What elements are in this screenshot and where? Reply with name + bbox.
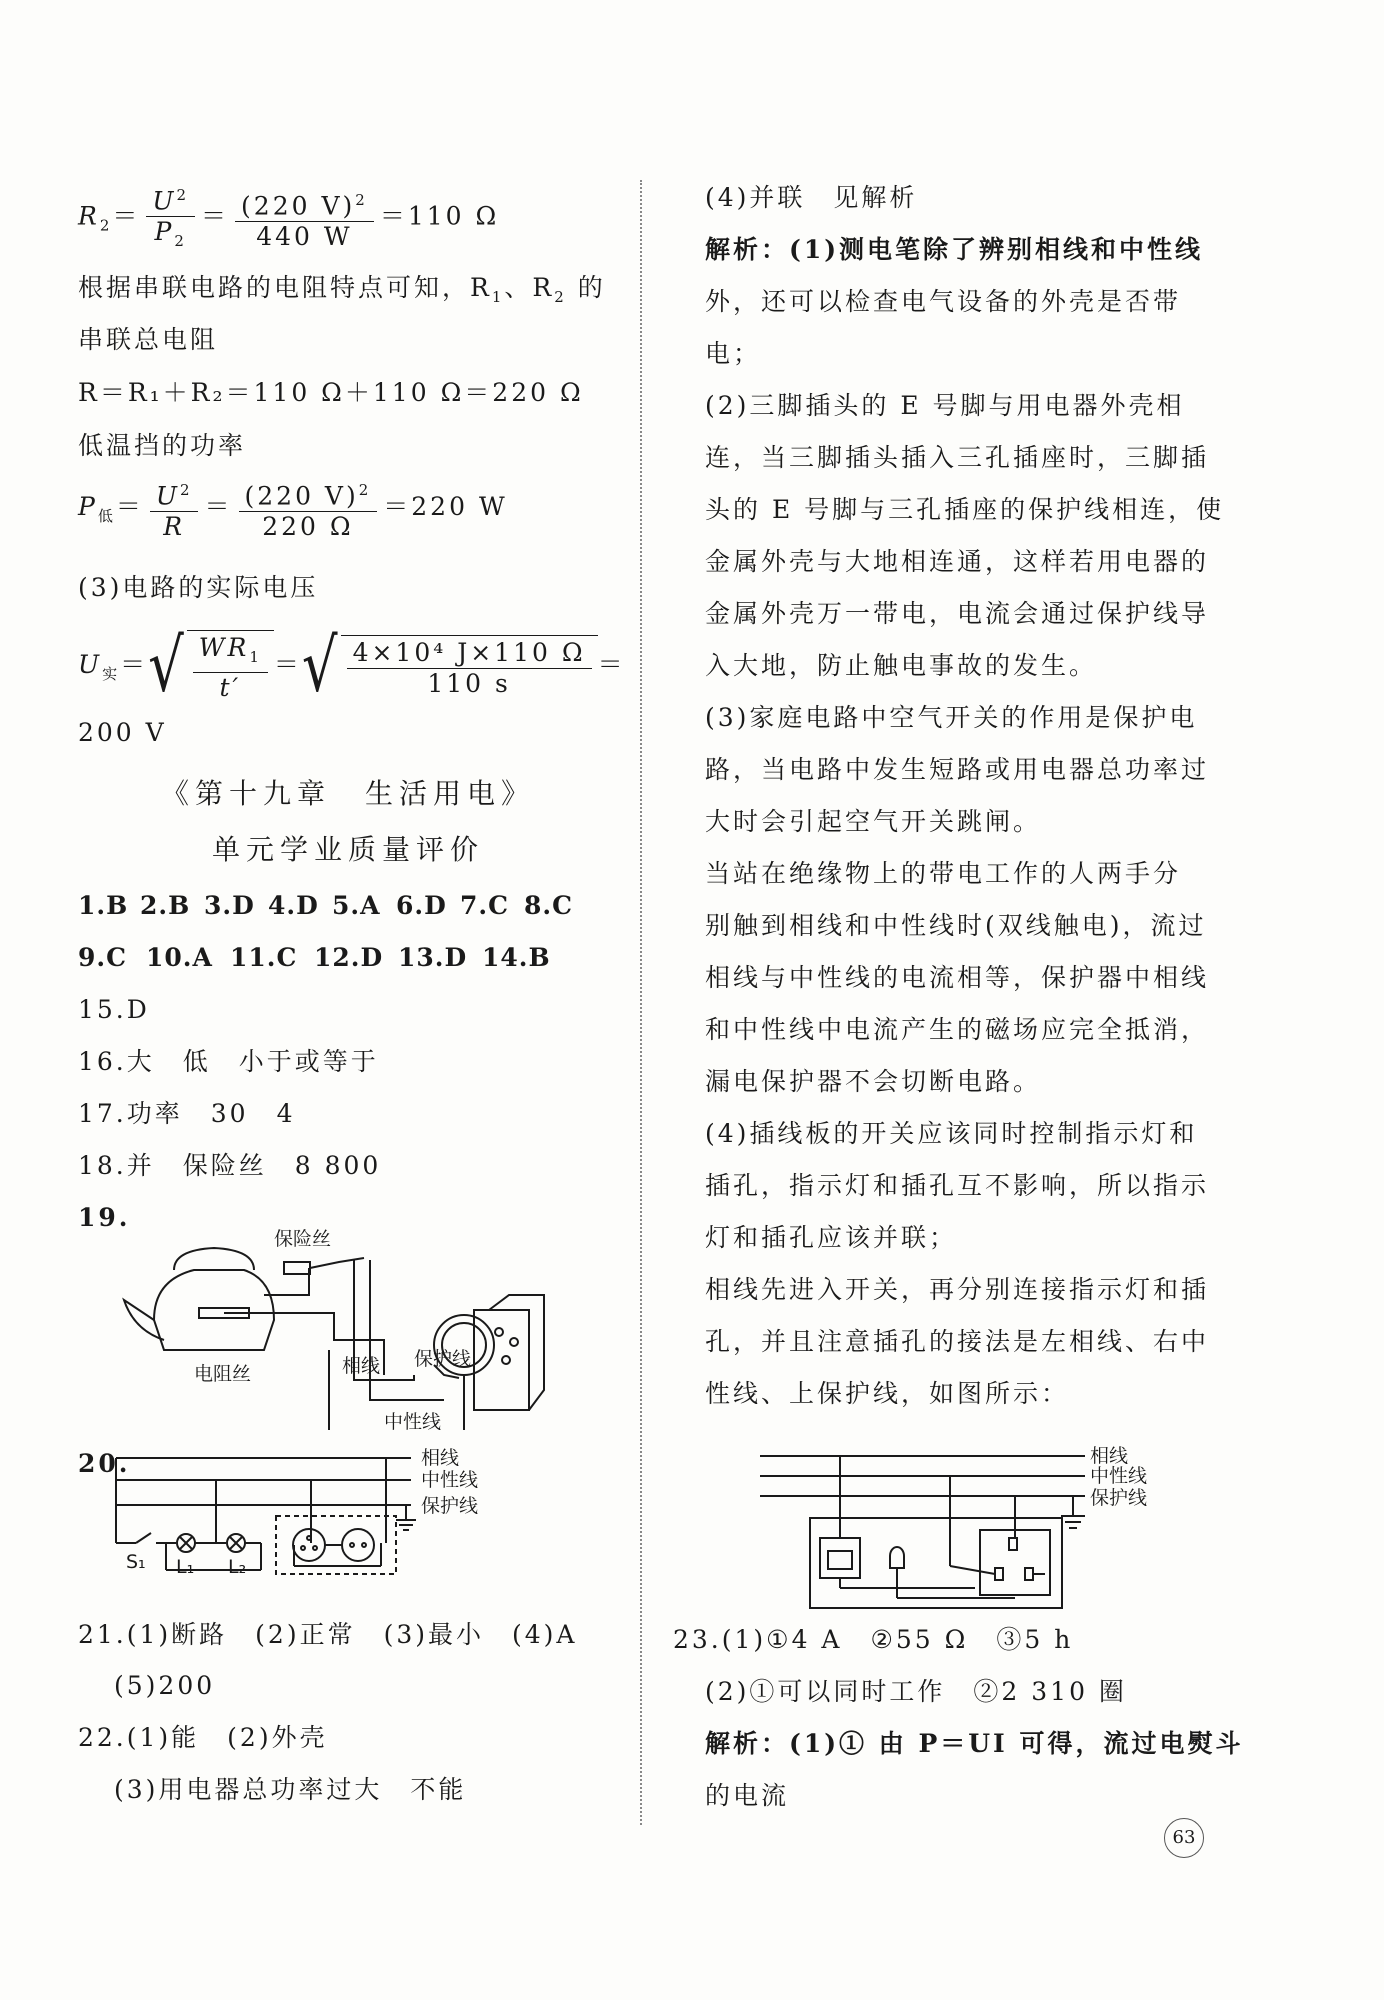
explanation-line: 头的 E 号脚与三孔插座的保护线相连，使 — [705, 495, 1225, 524]
explanation-line: 相线与中性线的电流相等，保护器中相线 — [705, 963, 1210, 992]
fig20-l1-label: L₁ — [176, 1556, 195, 1578]
explanation-line: 性线、上保护线，如图所示： — [705, 1379, 1070, 1408]
fig20-neutral-label: 中性线 — [421, 1469, 479, 1491]
fig22-neutral-label: 中性线 — [1090, 1465, 1148, 1487]
explanation-line: 连，当三脚插头插入三孔插座时，三脚插 — [705, 443, 1210, 472]
fig19-neutral-label: 中性线 — [384, 1411, 442, 1430]
explanation-line: (3)家庭电路中空气开关的作用是保护电 — [705, 703, 1198, 732]
fig22-live-label: 相线 — [1090, 1445, 1129, 1467]
explanation-line: (2)三脚插头的 E 号脚与用电器外壳相 — [705, 391, 1185, 420]
equation-p-low: $P_低=$ $\frac{U^2}{R}$ ＝ $\frac{(220 V)^2}{220 \Omega}$ ＝220 W — [78, 475, 508, 542]
explanation-line: 当站在绝缘物上的带电工作的人两手分 — [705, 859, 1182, 888]
explanation-line: 相线先进入开关，再分别连接指示灯和插 — [705, 1275, 1210, 1304]
explanation-line: (4)并联 见解析 — [705, 183, 918, 212]
answer-18: 18.并 保险丝 8 800 — [78, 1151, 382, 1180]
fig22-protect-label: 保护线 — [1090, 1487, 1148, 1509]
explanation-line: 灯和插孔应该并联； — [705, 1223, 958, 1252]
answer-23b: (2)①可以同时工作 ②2 310 圈 — [705, 1677, 1127, 1706]
section-title: 单元学业质量评价 — [211, 833, 484, 866]
answer-22a: 22.(1)能 (2)外壳 — [78, 1723, 328, 1752]
equation-r2: $R_2=$ $\frac{U^2}{P_2}$ ＝ $\frac{(220 V)^2}{440 W}$ ＝110 Ω — [78, 180, 499, 256]
explanation-line: 入大地，防止触电事故的发生。 — [705, 651, 1098, 680]
answers-row-2: 9.C 10.A 11.C 12.D 13.D 14.B — [78, 943, 551, 972]
equation-u-result: 200 V — [78, 718, 167, 747]
answer-21b: (5)200 — [114, 1671, 216, 1700]
explanation-line: 插孔，指示灯和插孔互不影响，所以指示 — [705, 1171, 1210, 1200]
fig19-resistor-label: 电阻丝 — [194, 1363, 252, 1385]
answers-row-1: 1.B 2.B 3.D 4.D 5.A 6.D 7.C 8.C — [78, 891, 573, 920]
answer-20-label: 20. — [78, 1449, 131, 1478]
answer-16: 16.大 低 小于或等于 — [78, 1047, 379, 1076]
fig20-live-label: 相线 — [421, 1448, 460, 1469]
text-low-power: 低温挡的功率 — [78, 431, 247, 460]
answer-23a: 23.(1)①4 A ②55 Ω ③5 h — [673, 1625, 1074, 1654]
equation-r-total: R＝R₁＋R₂＝110 Ω＋110 Ω＝220 Ω — [78, 378, 584, 407]
fig20-s1-label: S₁ — [126, 1551, 146, 1573]
answer-23c: 解析：(1)① 由 P＝UI 可得，流过电熨斗 — [705, 1729, 1244, 1758]
explanation-line: 金属外壳万一带电，电流会通过保护线导 — [705, 599, 1210, 628]
explanation-line: 别触到相线和中性线时(双线触电)，流过 — [705, 911, 1207, 940]
explanation-line: 漏电保护器不会切断电路。 — [705, 1067, 1042, 1096]
answer-17: 17.功率 30 4 — [78, 1099, 296, 1128]
explanation-line: 解析：(1)测电笔除了辨别相线和中性线 — [705, 235, 1204, 264]
answer-15: 15.D — [78, 995, 150, 1024]
fig20-l2-label: L₂ — [228, 1556, 247, 1578]
answer-19-label: 19. — [78, 1203, 131, 1232]
answer-21a: 21.(1)断路 (2)正常 (3)最小 (4)A — [78, 1620, 578, 1649]
equation-u-actual: $U_实=$ √ $\frac{WR_1}{t'}$ ＝ √ $\frac{\text{4×10⁴ J×110 Ω}}{110 s}$ ＝ — [78, 623, 626, 709]
column-divider — [640, 180, 642, 1825]
explanation-line: 和中性线中电流产生的磁场应完全抵消， — [705, 1015, 1210, 1044]
explanation-line: (4)插线板的开关应该同时控制指示灯和 — [705, 1119, 1198, 1148]
explanation-line: 路，当电路中发生短路或用电器总功率过 — [705, 755, 1210, 784]
explanation-line: 金属外壳与大地相连通，这样若用电器的 — [705, 547, 1210, 576]
text-series-total: 串联总电阻 — [78, 325, 219, 354]
text-actual-voltage: (3)电路的实际电压 — [78, 573, 319, 602]
page-number: 63 — [1164, 1818, 1204, 1858]
figure-19-kettle-circuit — [114, 1200, 584, 1430]
figure-20-home-circuit — [96, 1448, 536, 1598]
explanation-line: 孔，并且注意插孔的接法是左相线、右中 — [705, 1327, 1210, 1356]
fig19-fuse-label: 保险丝 — [274, 1228, 332, 1250]
answer-23d: 的电流 — [705, 1781, 790, 1810]
explanation-line: 外，还可以检查电气设备的外壳是否带 — [705, 287, 1182, 316]
explanation-line: 大时会引起空气开关跳闸。 — [705, 807, 1042, 836]
text-series-resistance: 根据串联电路的电阻特点可知，$R_1$、$R_2$ 的 — [78, 273, 606, 306]
fig19-live-label: 相线 — [342, 1355, 381, 1377]
chapter-title: 《第十九章 生活用电》 — [160, 777, 535, 810]
fig19-protect-label: 保护线 — [414, 1348, 472, 1370]
explanation-line: 电； — [705, 339, 762, 368]
figure-22-power-strip — [755, 1438, 1175, 1618]
answer-22b: (3)用电器总功率过大 不能 — [114, 1775, 467, 1804]
fig20-protect-label: 保护线 — [421, 1495, 479, 1517]
